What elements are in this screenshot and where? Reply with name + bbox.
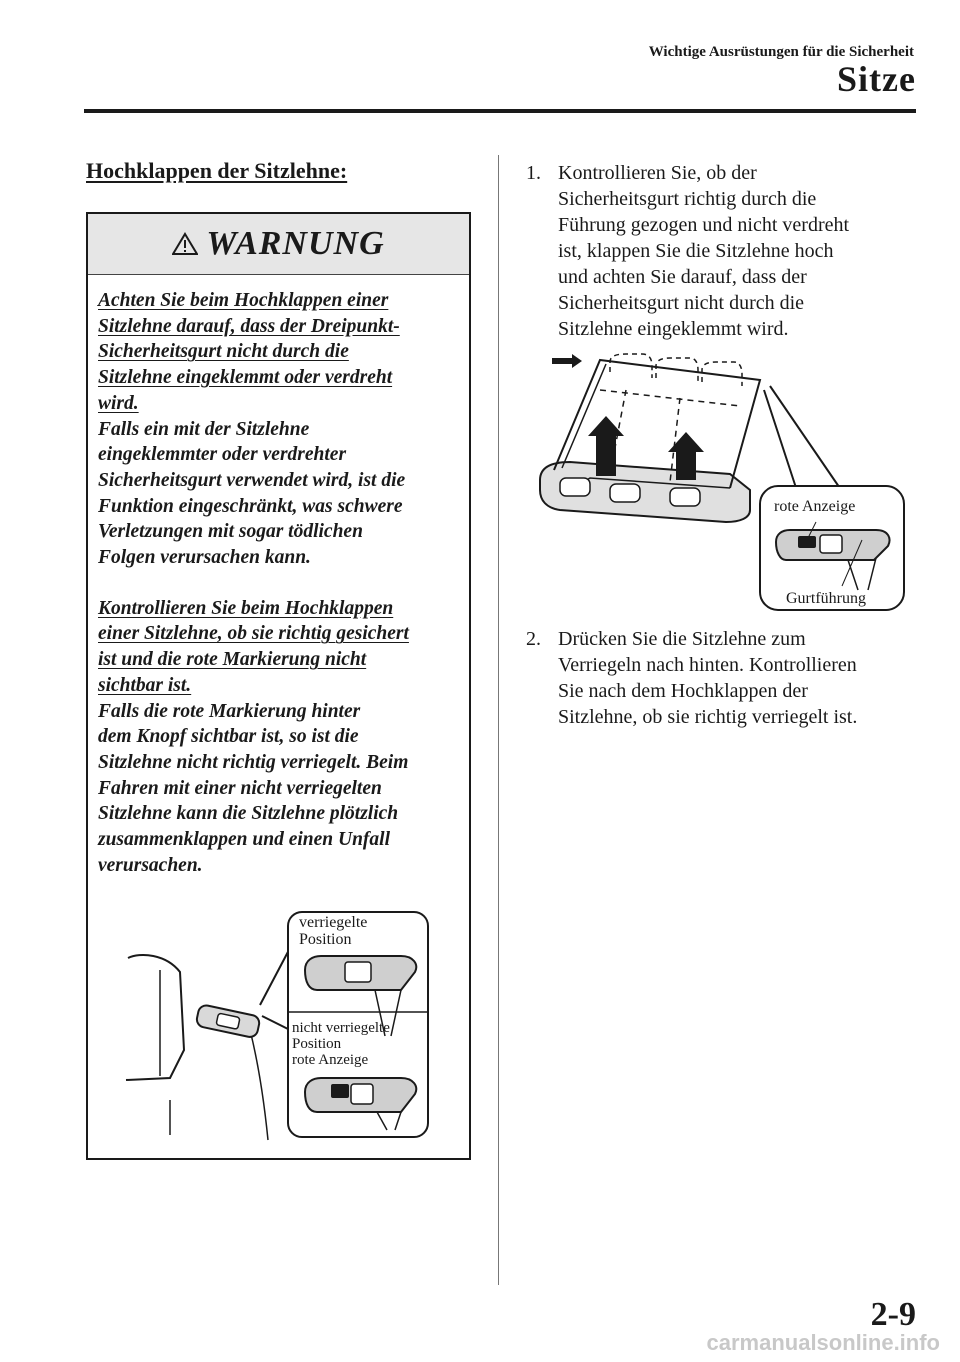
warning-header xyxy=(88,214,469,275)
warning-line: Sitzlehne eingeklemmt oder verdreht xyxy=(98,367,393,389)
warning-line: Kontrollieren Sie beim Hochklappen xyxy=(98,597,394,619)
warning-line: wird. xyxy=(98,392,139,414)
warning-line: Verletzungen mit sogar tödlichen xyxy=(98,521,363,543)
step-line: Verriegeln nach hinten. Kontrollieren xyxy=(558,654,857,676)
step-line: ist, klappen Sie die Sitzlehne hoch xyxy=(558,240,834,262)
warning-line: Sicherheitsgurt nicht durch die xyxy=(98,341,349,363)
step-line: Sicherheitsgurt nicht durch die xyxy=(558,292,805,314)
step-list-2 xyxy=(526,626,926,730)
warning-line: verursachen. xyxy=(98,854,203,876)
step-line: Sicherheitsgurt richtig durch die xyxy=(558,188,817,210)
running-header-title: Sitze xyxy=(837,59,916,99)
step-line: Führung gezogen und nicht verdreht xyxy=(558,214,850,236)
warning-line: zusammenklappen und einen Unfall xyxy=(98,829,391,851)
rear-seat-illustration xyxy=(530,350,910,620)
label-locked-position: verriegelte xyxy=(299,914,368,931)
warning-line: Falls die rote Markierung hinter xyxy=(98,700,361,722)
step-number: 1. xyxy=(526,162,541,184)
warning-line: Sicherheitsgurt verwendet wird, ist die xyxy=(98,469,406,491)
warning-line: Achten Sie beim Hochklappen einer xyxy=(98,290,389,311)
column-divider xyxy=(498,155,499,1285)
label-red-mark: rote Anzeige xyxy=(292,1052,369,1068)
list-item xyxy=(526,626,926,730)
step-line: Kontrollieren Sie, ob der xyxy=(558,162,757,184)
step-list xyxy=(526,160,926,342)
page-number: 2-9 xyxy=(870,1296,916,1333)
label-locked-position: Position xyxy=(299,931,352,948)
list-item xyxy=(526,160,926,342)
label-red-mark-2: rote Anzeige xyxy=(774,498,856,515)
warning-title: WARNUNG xyxy=(206,225,385,262)
step-line: Sitzlehne, ob sie richtig verriegelt ist. xyxy=(558,706,858,728)
header-rule xyxy=(84,109,916,113)
warning-line: Folgen verursachen kann. xyxy=(98,547,311,569)
warning-line: Falls ein mit der Sitzlehne xyxy=(98,418,310,440)
warning-line: sichtbar ist. xyxy=(98,674,192,696)
warning-text xyxy=(98,288,459,878)
running-header-subtitle: Wichtige Ausrüstungen für die Sicherheit xyxy=(648,44,914,60)
step-line: und achten Sie darauf, dass der xyxy=(558,266,807,288)
seat-lock-illustration xyxy=(100,900,440,1155)
step-number: 2. xyxy=(526,628,541,650)
section-heading: Hochklappen der Sitzlehne: xyxy=(86,158,348,183)
label-belt-guide: Gurtführung xyxy=(786,590,866,607)
warning-line: Sitzlehne darauf, dass der Dreipunkt- xyxy=(98,315,400,337)
warning-line: ist und die rote Markierung nicht xyxy=(98,649,367,671)
warning-line: Fahren mit einer nicht verriegelten xyxy=(98,777,382,799)
warning-line: dem Knopf sichtbar ist, so ist die xyxy=(98,726,359,748)
label-unlocked-position: Position xyxy=(292,1036,342,1052)
warning-triangle-icon xyxy=(172,232,198,256)
rear-seat-drawing xyxy=(530,350,910,615)
step-line: Drücken Sie die Sitzlehne zum xyxy=(558,628,806,650)
warning-line: einer Sitzlehne, ob sie richtig gesichert xyxy=(98,623,409,645)
warning-line: Sitzlehne nicht richtig verriegelt. Beim xyxy=(98,751,409,773)
footer-watermark: carmanualsonline.info xyxy=(706,1330,940,1355)
step-line: Sitzlehne eingeklemmt wird. xyxy=(558,318,789,340)
warning-line: Funktion eingeschränkt, was schwere xyxy=(98,495,403,517)
warning-line: Sitzlehne kann die Sitzlehne plötzlich xyxy=(98,803,399,825)
step-line: Sie nach dem Hochklappen der xyxy=(558,680,808,702)
label-unlocked-position: nicht verriegelte xyxy=(292,1020,390,1036)
warning-line: eingeklemmter oder verdrehter xyxy=(98,444,347,466)
